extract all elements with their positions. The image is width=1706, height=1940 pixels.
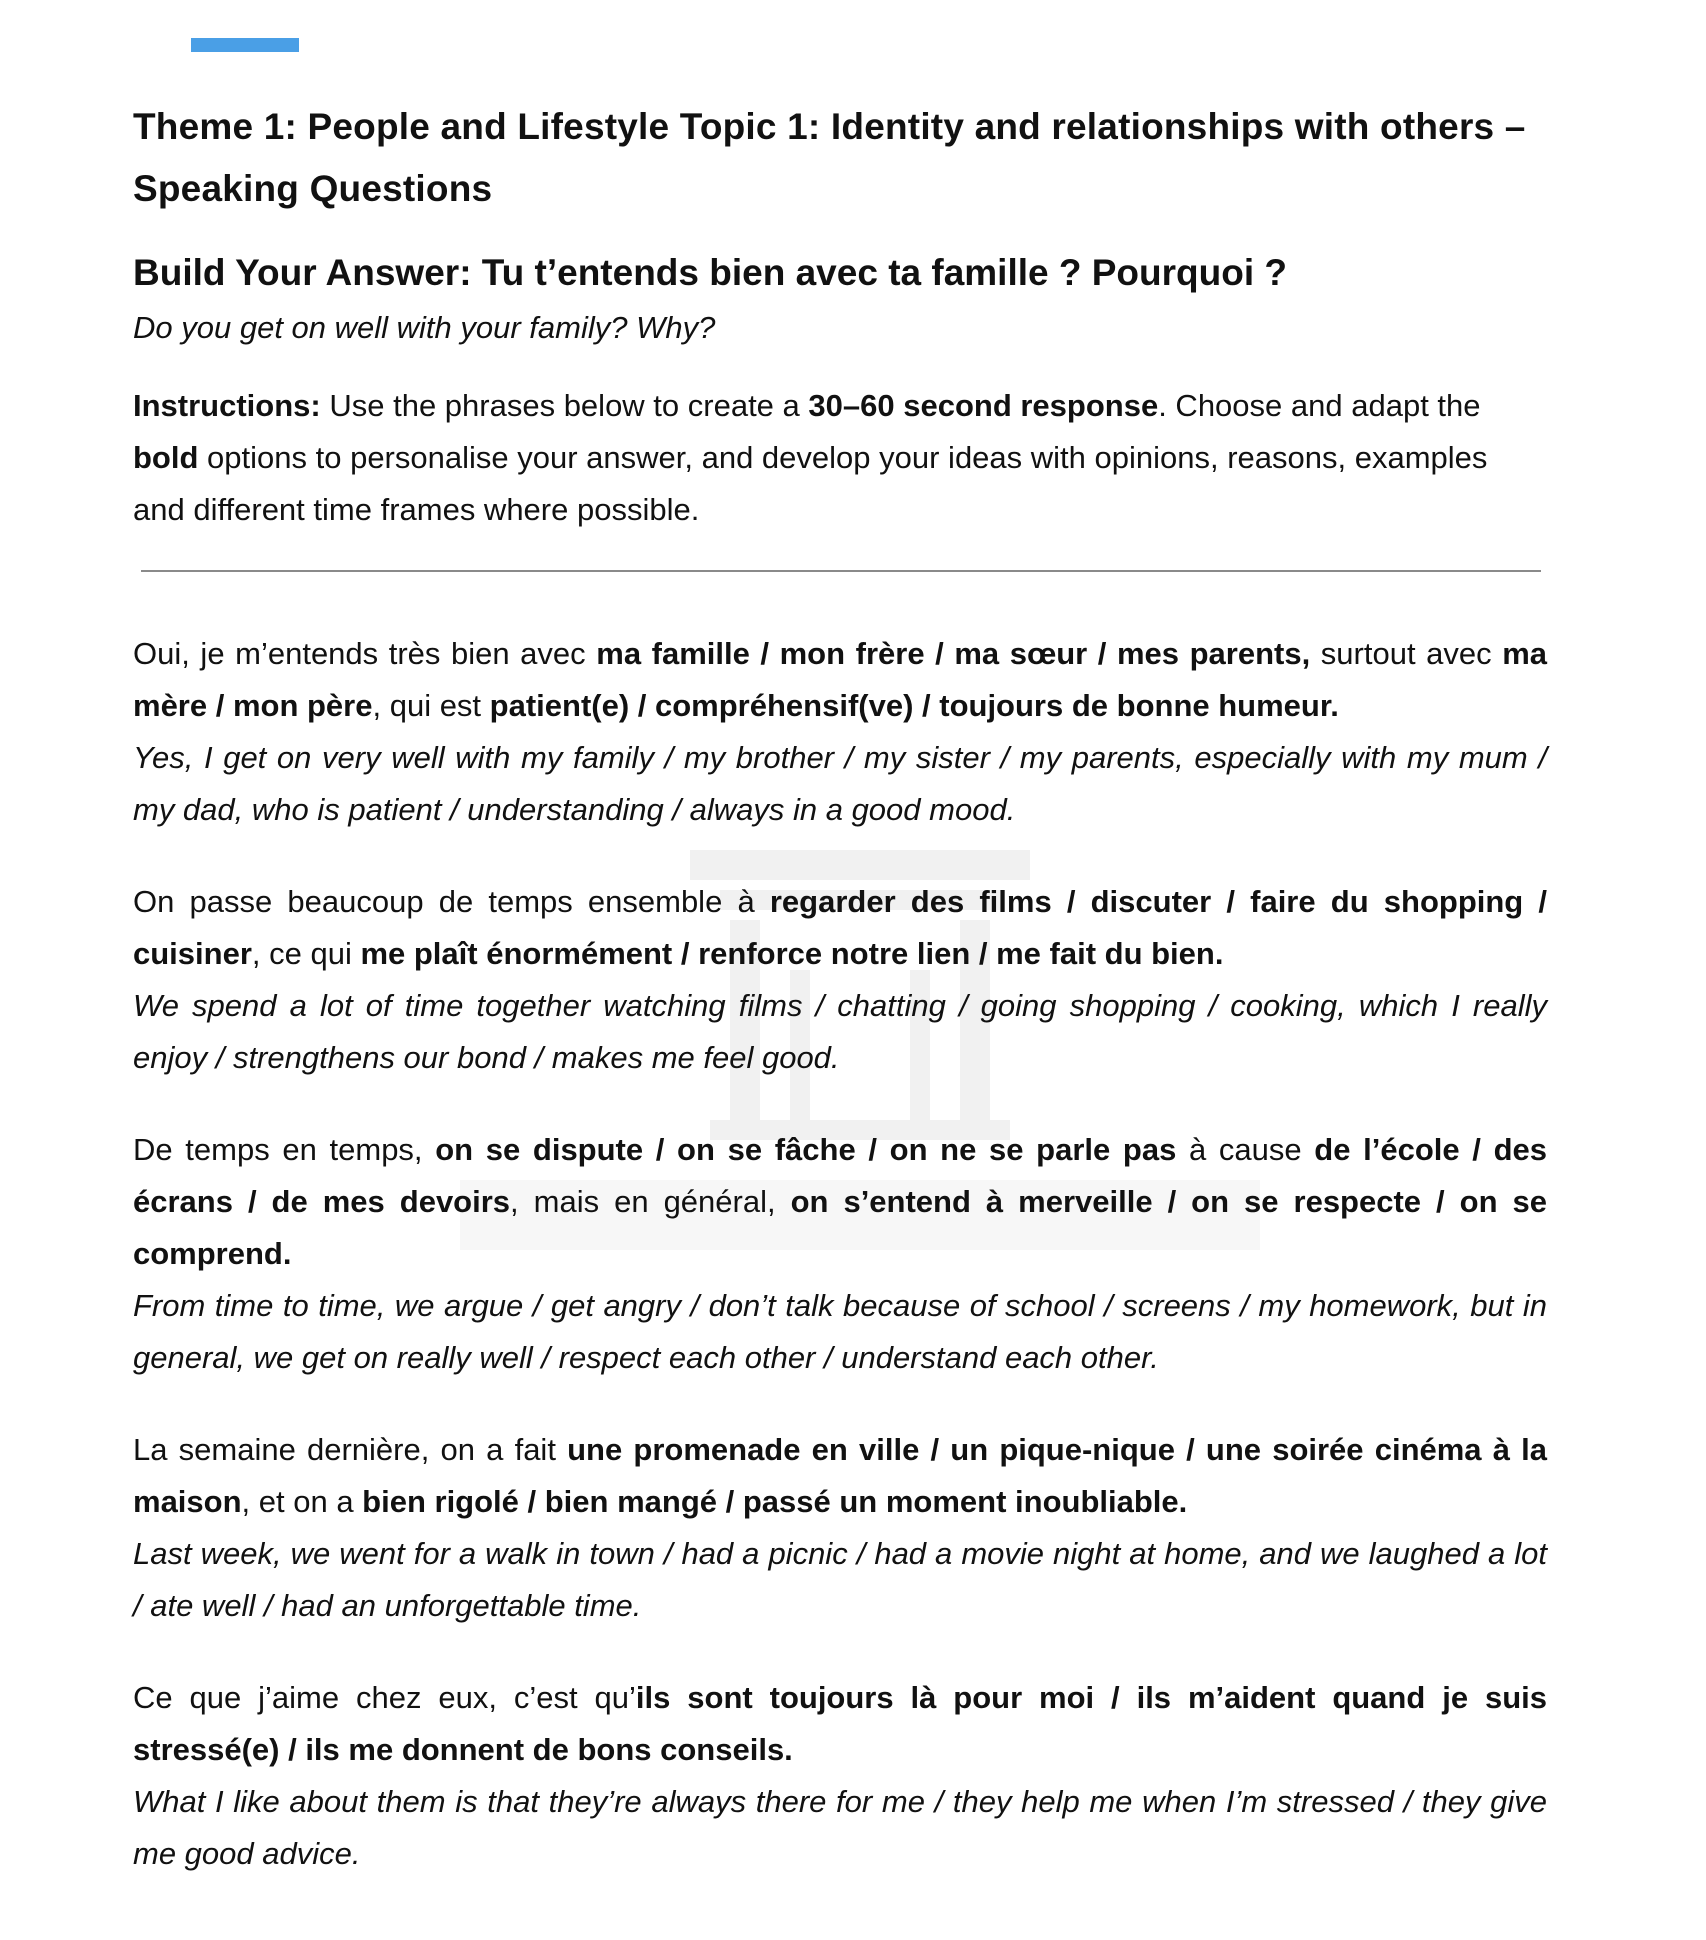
english-translation: What I like about them is that they’re always there for me / they help me when I’m stressed / they give me good advice. — [133, 1784, 1547, 1871]
phrase-text: , et on a — [241, 1484, 363, 1519]
phrase-block — [133, 628, 1547, 836]
page-title: Theme 1: People and Lifestyle Topic 1: Identity and relationships with others – Speaking Questions — [133, 106, 1526, 209]
instructions-label: Instructions: — [133, 388, 321, 423]
phrase-option: on s’entend à merveille / on se respecte / on se comprend. — [133, 1184, 1547, 1271]
phrase-option: bien rigolé / bien mangé / passé un moment inoubliable. — [362, 1484, 1188, 1519]
phrase-text: La semaine dernière, on a fait — [133, 1432, 568, 1467]
phrase-option: patient(e) / compréhensif(ve) / toujours de bonne humeur. — [489, 688, 1339, 723]
phrase-text: On passe beaucoup de temps ensemble à — [133, 884, 770, 919]
phrase-option: ils sont toujours là pour moi / ils m’aident quand je suis stressé(e) / ils me donnent de bons conseils. — [133, 1680, 1547, 1767]
phrase-text: Ce que j’aime chez eux, c’est qu’ — [133, 1680, 636, 1715]
french-phrase — [133, 1672, 1547, 1776]
english-translation: We spend a lot of time together watching films / chatting / going shopping / cooking, which I really enjoy / strengthens our bond / makes me feel good. — [133, 988, 1547, 1075]
instructions-duration: 30–60 second response — [808, 388, 1159, 423]
phrase-block — [133, 1424, 1547, 1632]
instructions-text-1: Use the phrases below to create a — [320, 388, 809, 423]
french-phrase — [133, 628, 1547, 732]
phrase-text: Oui, je m’entends très bien avec — [133, 636, 597, 671]
phrase-text: , mais en général, — [510, 1184, 791, 1219]
phrase-block — [133, 1124, 1547, 1384]
phrase-option: on se dispute / on se fâche / on ne se parle pas — [435, 1132, 1177, 1167]
phrase-option: regarder des films / discuter / faire du shopping / cuisiner — [133, 884, 1548, 971]
english-translation: From time to time, we argue / get angry / don’t talk because of school / screens / my homework, but in general, we get on really well / respect each other / understand each other. — [133, 1288, 1547, 1375]
phrase-block — [133, 1672, 1547, 1880]
phrase-option: une promenade en ville / un pique-nique / une soirée cinéma à la maison — [133, 1432, 1547, 1519]
french-phrase — [133, 1424, 1547, 1528]
phrase-list — [133, 628, 1547, 1880]
phrase-option: me plaît énormément / renforce notre lien / me fait du bien. — [360, 936, 1224, 971]
question-translation: Do you get on well with your family? Why? — [133, 310, 716, 345]
document-content — [133, 96, 1547, 1880]
phrase-option: ma famille / mon frère / ma sœur / mes parents, — [596, 636, 1311, 671]
phrase-option: ma mère / mon père — [133, 636, 1548, 723]
instructions-bold-word: bold — [133, 440, 199, 475]
instructions-text-2: . Choose and adapt the — [1158, 388, 1481, 423]
phrase-text: De temps en temps, — [133, 1132, 436, 1167]
question-title: Build Your Answer: Tu t’entends bien avec ta famille ? Pourquoi ? — [133, 252, 1287, 293]
instructions — [133, 380, 1547, 536]
french-phrase — [133, 1124, 1547, 1280]
phrase-text: à cause — [1176, 1132, 1315, 1167]
instructions-text-3: options to personalise your answer, and develop your ideas with opinions, reasons, examples and different time frames where possible. — [133, 440, 1488, 527]
divider — [141, 570, 1541, 572]
french-phrase — [133, 876, 1547, 980]
phrase-text: surtout avec — [1310, 636, 1503, 671]
english-translation: Yes, I get on very well with my family / my brother / my sister / my parents, especially with my mum / my dad, who is patient / understanding / always in a good mood. — [133, 740, 1547, 827]
phrase-text: , ce qui — [251, 936, 361, 971]
phrase-text: , qui est — [372, 688, 490, 723]
phrase-option: de l’école / des écrans / de mes devoirs — [133, 1132, 1547, 1219]
phrase-block — [133, 876, 1547, 1084]
accent-bar — [191, 38, 299, 52]
english-translation: Last week, we went for a walk in town / had a picnic / had a movie night at home, and we laughed a lot / ate well / had an unforgettable time. — [133, 1536, 1547, 1623]
